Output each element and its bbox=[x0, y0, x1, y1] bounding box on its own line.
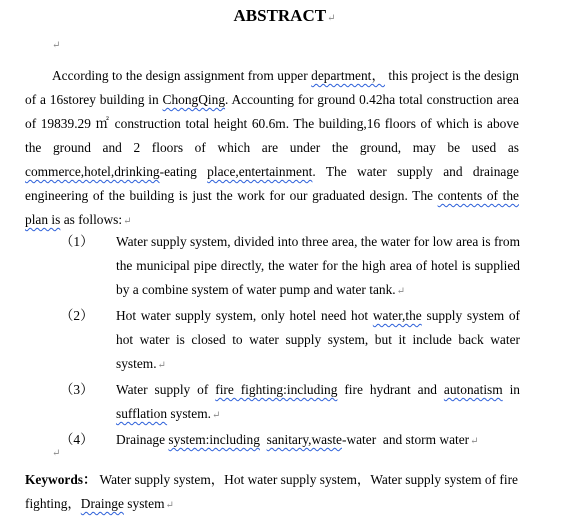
item-text: system. bbox=[167, 406, 211, 421]
abstract-text: . The water supply and drainage engineering of the building is just the work for our graduated design. The bbox=[25, 164, 519, 203]
spellcheck-word: contents of the plan is bbox=[25, 188, 519, 227]
spellcheck-word: autonatism bbox=[443, 382, 503, 397]
list-number: （2） bbox=[60, 308, 94, 323]
list-number: （4） bbox=[60, 432, 94, 447]
heading-text: ABSTRACT bbox=[233, 6, 327, 25]
item-text: in bbox=[502, 382, 520, 397]
paragraph-mark: ↵ bbox=[165, 500, 174, 511]
spellcheck-word: commerce,hotel,drinking bbox=[25, 164, 160, 179]
keywords-text: system bbox=[123, 496, 165, 511]
abstract-text: . Accounting for ground 0.42ha total construction area of 19839.29 ㎡ construction total height 60.6m. The building,16 floors of which is above the ground and 2 floors of which are under the ground, may be used as bbox=[25, 92, 519, 155]
spellcheck-word: fire fighting:including bbox=[215, 382, 338, 397]
item-text bbox=[260, 432, 267, 447]
abstract-text: as follows: bbox=[60, 212, 123, 227]
list-number: （1） bbox=[60, 234, 94, 249]
keywords-paragraph bbox=[25, 468, 525, 518]
list-item-text bbox=[116, 428, 520, 454]
spellcheck-word: sanitary,waste bbox=[266, 432, 342, 447]
spellcheck-word: place,entertainment bbox=[207, 164, 313, 179]
item-text: Hot water supply system, only hotel need hot bbox=[116, 308, 373, 323]
list-item-text bbox=[116, 230, 520, 304]
numbered-list bbox=[25, 230, 525, 454]
paragraph-mark: ↵ bbox=[157, 360, 166, 371]
paragraph-mark: ↵ bbox=[327, 13, 336, 24]
paragraph-mark: ↵ bbox=[123, 216, 132, 227]
list-item bbox=[25, 230, 525, 304]
abstract-text: -eating bbox=[159, 164, 208, 179]
abstract-heading bbox=[0, 6, 569, 29]
list-item-text bbox=[116, 304, 520, 378]
spellcheck-word: department， bbox=[311, 68, 385, 83]
keywords-label: Keywords： bbox=[25, 472, 97, 487]
spellcheck-word: Drainge bbox=[80, 496, 124, 511]
empty-paragraph-mark: ↵ bbox=[52, 40, 61, 51]
paragraph-mark: ↵ bbox=[396, 286, 406, 297]
spellcheck-word: system:including bbox=[168, 432, 260, 447]
list-item-text bbox=[116, 378, 520, 428]
list-item bbox=[25, 378, 525, 428]
item-text: Drainage bbox=[116, 432, 169, 447]
item-text: fire hydrant and bbox=[337, 382, 444, 397]
paragraph-mark: ↵ bbox=[211, 410, 221, 421]
item-text: supply system of hot water is closed to water supply system, but it include back water system. bbox=[116, 308, 520, 371]
spellcheck-word: sufflation bbox=[116, 406, 168, 421]
spellcheck-word: ChongQing bbox=[162, 92, 226, 107]
item-text: -water and storm water bbox=[341, 432, 470, 447]
abstract-text: According to the design assignment from upper bbox=[52, 68, 312, 83]
abstract-text: this project is the design of a 16storey building in bbox=[25, 68, 519, 107]
empty-paragraph-mark: ↵ bbox=[52, 448, 61, 459]
list-item bbox=[25, 304, 525, 378]
paragraph-mark: ↵ bbox=[470, 436, 479, 447]
spellcheck-word: water,the bbox=[372, 308, 422, 323]
list-number: （3） bbox=[60, 382, 94, 397]
list-item bbox=[25, 428, 525, 454]
keywords-text: Water supply system，Hot water supply system，Water supply system of fire fighting， bbox=[25, 472, 518, 511]
item-text: Water supply system, divided into three area, the water for low area is from the municipal pipe directly, the water for the high area of hotel is supplied by a combine system of water pump and water tank. bbox=[116, 234, 520, 297]
abstract-paragraph bbox=[25, 64, 519, 234]
item-text: Water supply of bbox=[116, 382, 216, 397]
